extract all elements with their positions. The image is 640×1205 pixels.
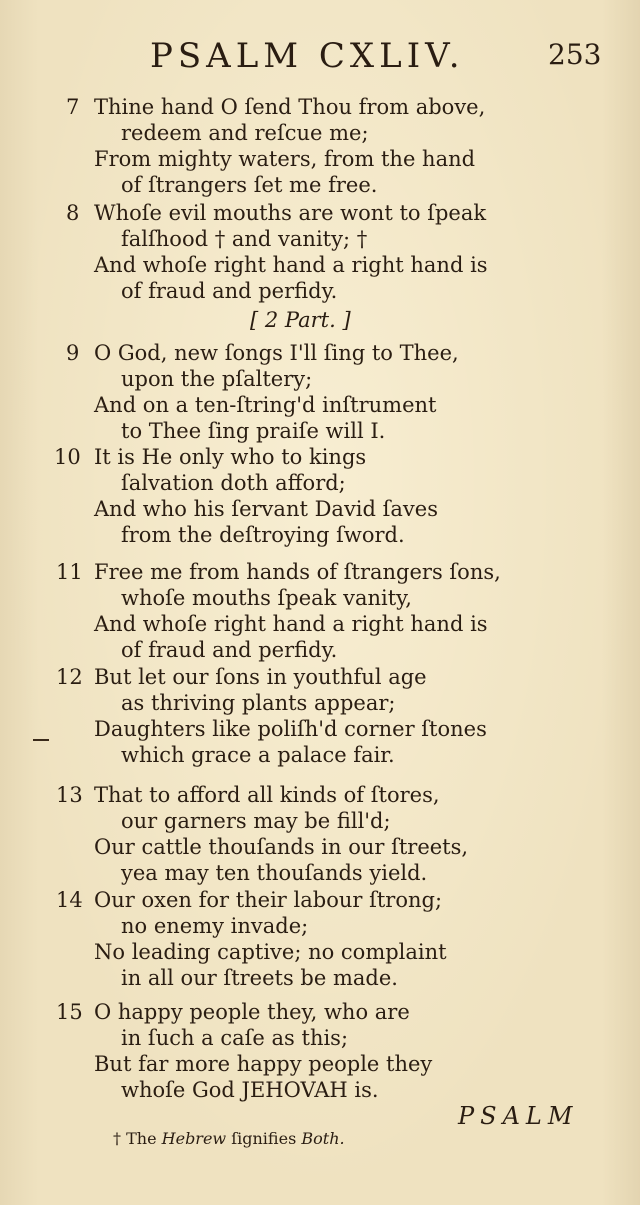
verse-line: No leading captive; no complaint xyxy=(94,940,447,964)
verse-number: 15 xyxy=(56,1000,83,1024)
verse-line: But let our ſons in youthful age xyxy=(94,665,427,689)
verse-number: 10 xyxy=(54,445,81,469)
verse-line: Our cattle thouſands in our ſtreets, xyxy=(94,835,469,859)
verse-number: 8 xyxy=(66,201,80,225)
verse-line: ſalvation doth afford; xyxy=(121,471,346,495)
verse-number: 9 xyxy=(66,341,80,365)
footnote-text: The xyxy=(126,1129,157,1148)
verse-line: Our oxen for their labour ſtrong; xyxy=(94,888,443,912)
verse-line: our garners may be fill'd; xyxy=(121,809,391,833)
verse-line: of ſtrangers ſet me free. xyxy=(121,173,378,197)
margin-mark xyxy=(33,739,49,741)
verse-line: Daughters like poliſh'd corner ſtones xyxy=(94,717,487,741)
verse-number: 13 xyxy=(56,783,83,807)
section-heading: [ 2 Part. ] xyxy=(250,308,351,332)
verse-line: whoſe mouths ſpeak vanity, xyxy=(121,586,412,610)
verse-line: no enemy invade; xyxy=(121,914,309,938)
verse-line: It is He only who to kings xyxy=(94,445,367,469)
footnote-term: Both. xyxy=(301,1129,345,1148)
verse-number: 11 xyxy=(56,560,83,584)
verse-number: 14 xyxy=(56,888,83,912)
page-number: 253 xyxy=(548,38,602,71)
verse-number: 7 xyxy=(66,95,80,119)
verse-line: in ſuch a caſe as this; xyxy=(121,1026,349,1050)
page-title: PSALM CXLIV. xyxy=(150,36,465,76)
verse-line: of fraud and perfidy. xyxy=(121,638,338,662)
verse-line: which grace a palace fair. xyxy=(121,743,395,767)
verse-line: Thine hand O ſend Thou from above, xyxy=(94,95,486,119)
verse-line: in all our ſtreets be made. xyxy=(121,966,398,990)
verse-line: From mighty waters, from the hand xyxy=(94,147,476,171)
catchword: PSALM xyxy=(458,1102,579,1130)
verse-line: And whoſe right hand a right hand is xyxy=(94,612,488,636)
verse-line: And whoſe right hand a right hand is xyxy=(94,253,488,277)
verse-line: whoſe God JEHOVAH is. xyxy=(121,1078,379,1102)
verse-number: 12 xyxy=(56,665,83,689)
verse-line: redeem and reſcue me; xyxy=(121,121,369,145)
verse-line: yea may ten thouſands yield. xyxy=(121,861,428,885)
verse-line: as thriving plants appear; xyxy=(121,691,396,715)
verse-line: O God, new ſongs I'll ſing to Thee, xyxy=(94,341,459,365)
verse-line: That to afford all kinds of ſtores, xyxy=(94,783,440,807)
verse-line: upon the pſaltery; xyxy=(121,367,313,391)
verse-line: to Thee ſing praiſe will I. xyxy=(121,419,386,443)
footnote-term: Hebrew xyxy=(161,1129,227,1148)
verse-line: O happy people they, who are xyxy=(94,1000,410,1024)
footnote-mark: † xyxy=(113,1129,121,1148)
verse-line: Whoſe evil mouths are wont to ſpeak xyxy=(94,201,487,225)
verse-line: And who his ſervant David ſaves xyxy=(94,497,438,521)
verse-line: from the deſtroying ſword. xyxy=(121,523,405,547)
verse-line: falſhood † and vanity; † xyxy=(121,227,368,251)
verse-line: And on a ten-ſtring'd inſtrument xyxy=(94,393,437,417)
verse-line: of fraud and perfidy. xyxy=(121,279,338,303)
footnote-text: ſignifies xyxy=(231,1129,297,1148)
footnote xyxy=(113,1129,345,1148)
verse-line: Free me from hands of ſtrangers ſons, xyxy=(94,560,501,584)
verse-line: But far more happy people they xyxy=(94,1052,433,1076)
